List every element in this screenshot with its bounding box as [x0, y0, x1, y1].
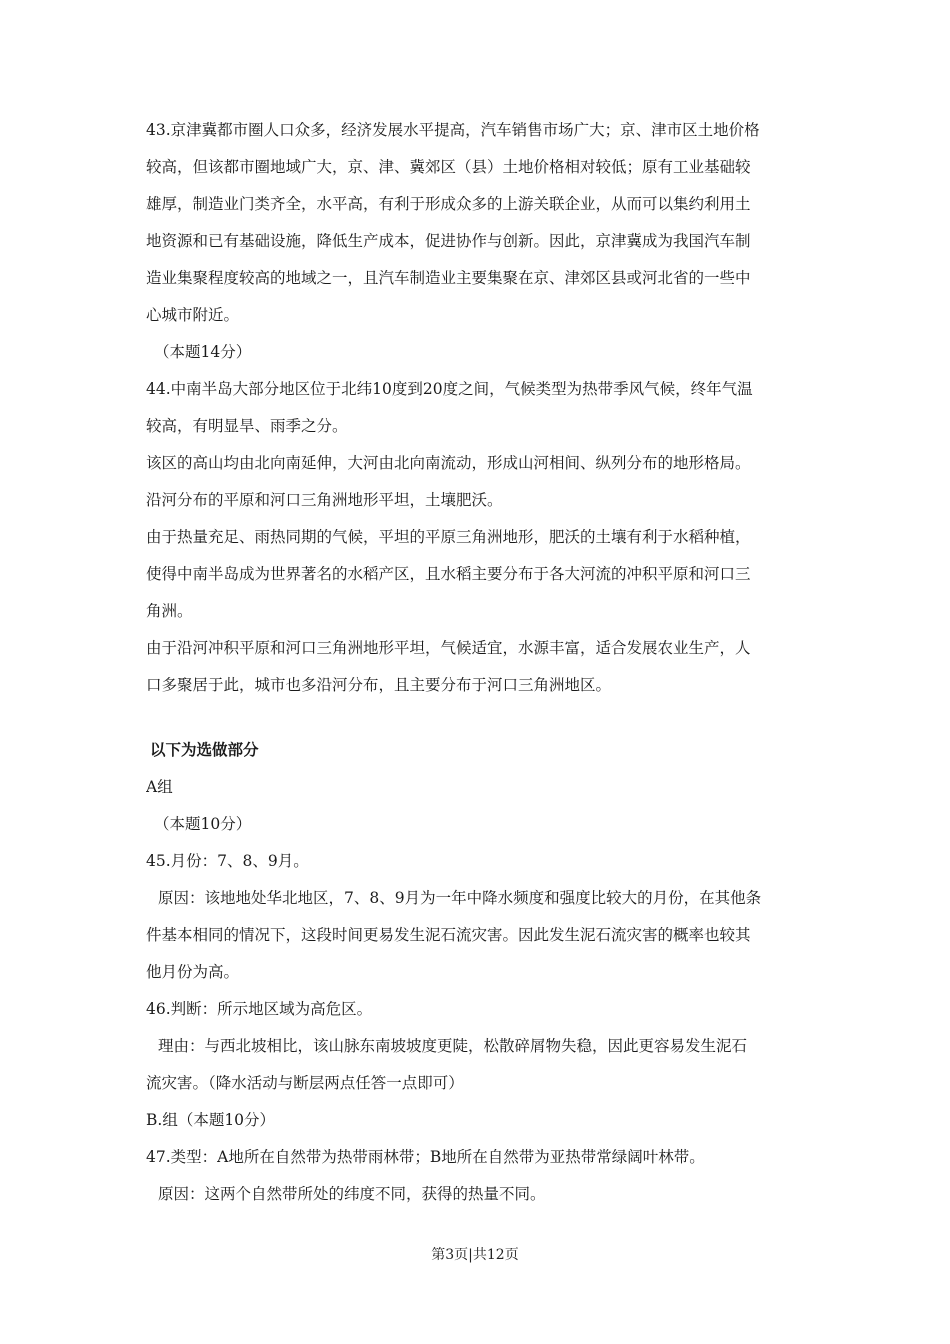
- paragraph-line: 43.京津冀都市圈人口众多，经济发展水平提高，汽车销售市场广大；京、津市区土地价格: [146, 121, 760, 139]
- paragraph-line: 原因：该地地处华北地区，7、8、9月为一年中降水频度和强度比较大的月份，在其他条: [158, 889, 762, 907]
- paragraph-line: 44.中南半岛大部分地区位于北纬10度到20度之间，气候类型为热带季风气候，终年气温: [146, 380, 753, 398]
- paragraph-line: 由于沿河冲积平原和河口三角洲地形平坦，气候适宜，水源丰富，适合发展农业生产，人: [146, 639, 751, 657]
- section-gap: [146, 704, 806, 732]
- group-b-label: B.组（本题10分）: [146, 1111, 276, 1129]
- paragraph-line: 心城市附近。: [146, 306, 240, 324]
- question-47-line: 47.类型：A地所在自然带为热带雨林带；B地所在自然带为亚热带常绿阔叶林带。: [146, 1148, 705, 1166]
- score-note: （本题10分）: [154, 815, 252, 833]
- paragraph-line: 使得中南半岛成为世界著名的水稻产区，且水稻主要分布于各大河流的冲积平原和河口三: [146, 565, 751, 583]
- paragraph-line: 角洲。: [146, 602, 193, 620]
- section-heading: 以下为选做部分: [150, 741, 259, 759]
- optional-section: [146, 732, 806, 1213]
- paragraph-line: 地资源和已有基础设施，降低生产成本，促进协作与创新。因此，京津冀成为我国汽车制: [146, 232, 751, 250]
- question-45-line: 45.月份：7、8、9月。: [146, 852, 309, 870]
- paragraph-line: 造业集聚程度较高的地域之一，且汽车制造业主要集聚在京、津郊区县或河北省的一些中: [146, 269, 751, 287]
- paragraph-line: 该区的高山均由北向南延伸，大河由北向南流动，形成山河相间、纵列分布的地形格局。: [146, 454, 751, 472]
- paragraph-line: 较高，有明显旱、雨季之分。: [146, 417, 348, 435]
- paragraph-line: 他月份为高。: [146, 963, 240, 981]
- paragraph-line: 流灾害。（降水活动与断层两点任答一点即可）: [146, 1074, 464, 1092]
- paragraph-line: 口多聚居于此，城市也多沿河分布，且主要分布于河口三角洲地区。: [146, 676, 612, 694]
- paragraph-line: 较高，但该都市圈地域广大，京、津、冀郊区（县）土地价格相对较低；原有工业基础较: [146, 158, 751, 176]
- paragraph-line: 由于热量充足、雨热同期的气候，平坦的平原三角洲地形，肥沃的土壤有利于水稻种植，: [146, 528, 751, 546]
- paragraph-line: 件基本相同的情况下，这段时间更易发生泥石流灾害。因此发生泥石流灾害的概率也较其: [146, 926, 751, 944]
- page-content: [146, 112, 806, 1213]
- question-46-line: 46.判断：所示地区域为高危区。: [146, 1000, 373, 1018]
- page-footer: 第3页|共12页: [431, 1247, 519, 1263]
- paragraph-line: 雄厚，制造业门类齐全，水平高，有利于形成众多的上游关联企业，从而可以集约利用土: [146, 195, 751, 213]
- question-43-answer: [146, 112, 806, 334]
- group-a-label: A组: [146, 778, 173, 796]
- paragraph-line: 理由：与西北坡相比，该山脉东南坡坡度更陡，松散碎屑物失稳，因此更容易发生泥石: [158, 1037, 748, 1055]
- paragraph-line: 原因：这两个自然带所处的纬度不同，获得的热量不同。: [158, 1185, 546, 1203]
- question-44-answer: [146, 334, 806, 704]
- score-note: （本题14分）: [154, 343, 252, 361]
- paragraph-line: 沿河分布的平原和河口三角洲地形平坦，土壤肥沃。: [146, 491, 503, 509]
